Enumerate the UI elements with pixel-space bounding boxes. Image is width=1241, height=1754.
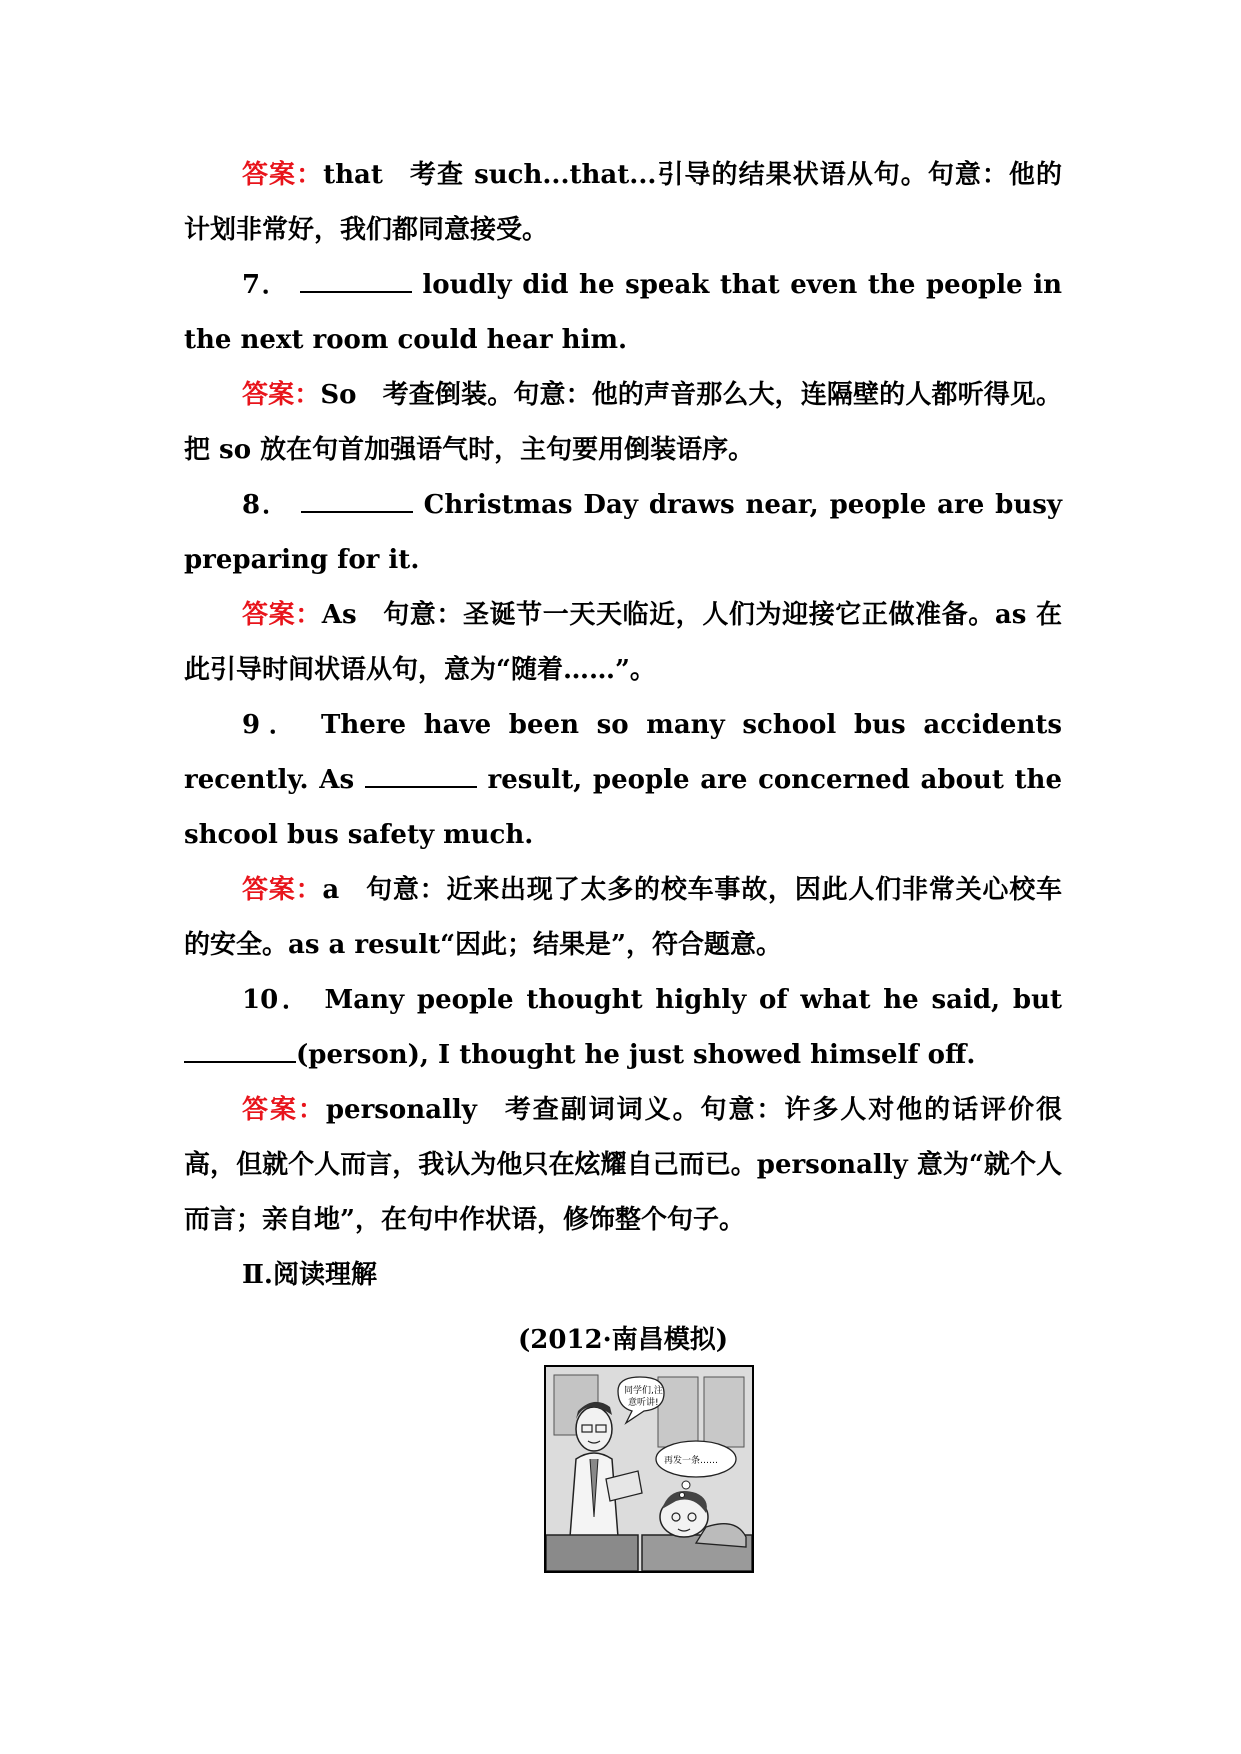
- answer-label: 答案：: [242, 600, 322, 630]
- passage-source: (2012·南昌模拟): [517, 1325, 729, 1355]
- student-thought-text: 再发一条……: [664, 1456, 719, 1466]
- question-number: 10．: [242, 985, 312, 1015]
- answer-9: [184, 863, 1062, 973]
- answer-word: a: [322, 875, 340, 905]
- answer-explanation: 句意：圣诞节一天天临近，人们为迎接它正做准备。as 在此引导时间状语从句，意为“随着……”。: [184, 600, 1062, 685]
- answer-word: As: [321, 600, 357, 630]
- answer-10: [184, 1083, 1062, 1248]
- question-number: 9．: [242, 710, 304, 740]
- answer-label: 答案：: [242, 1095, 326, 1125]
- exercise-page: [184, 148, 1062, 1368]
- answer-explanation: 句意：近来出现了太多的校车事故，因此人们非常关心校车的安全。as a result“因此；结果是”，符合题意。: [184, 875, 1062, 960]
- teacher-bubble-line-1: 同学们,注: [624, 1386, 663, 1396]
- question-text: loudly did he speak that even the people in the next room could hear him.: [184, 270, 1062, 355]
- answer-label: 答案：: [242, 160, 324, 190]
- answer-explanation: 考查倒装。句意：他的声音那么大，连隔壁的人都听得见。把 so 放在句首加强语气时，主句要用倒装语序。: [184, 380, 1062, 465]
- answer-8: [184, 588, 1062, 698]
- answer-word: that: [323, 160, 383, 190]
- question-text-before: There have been so many school bus accidents recently. As: [184, 710, 1063, 795]
- section-title: Ⅱ.阅读理解: [242, 1260, 377, 1290]
- answer-blank: [300, 269, 412, 293]
- answer-label: 答案：: [242, 380, 321, 410]
- question-8: [184, 478, 1062, 588]
- answer-word: So: [320, 380, 357, 410]
- question-number: 8．: [242, 490, 290, 520]
- cartoon-illustration: [544, 1365, 754, 1573]
- question-text: (person), I thought he just showed himself off.: [296, 1040, 976, 1070]
- answer-7: [184, 368, 1062, 478]
- question-9: [184, 698, 1062, 863]
- question-text-before: Many people thought highly of what he said, but: [324, 985, 1062, 1015]
- answer-label: 答案：: [242, 875, 323, 905]
- question-text: result, people are concerned about the shcool bus safety much.: [184, 765, 1062, 850]
- cartoon-drawing: [546, 1367, 752, 1571]
- teacher-bubble-line-2: 意听讲!: [628, 1398, 659, 1408]
- question-10: [184, 973, 1062, 1083]
- question-7: [184, 258, 1062, 368]
- answer-blank: [184, 1039, 296, 1063]
- answer-explanation: 考查 such...that...引导的结果状语从句。句意：他的计划非常好，我们都同意接受。: [184, 160, 1062, 245]
- answer-explanation: 考查副词词义。句意：许多人对他的话评价很高，但就个人而言，我认为他只在炫耀自己而已。personally 意为“就个人而言；亲自地”，在句中作状语，修饰整个句子。: [184, 1095, 1062, 1235]
- answer-blank: [365, 764, 477, 788]
- answer-6: [184, 148, 1062, 258]
- question-number: 7．: [242, 270, 290, 300]
- question-text: Christmas Day draws near, people are busy preparing for it.: [184, 490, 1062, 575]
- answer-blank: [301, 489, 413, 513]
- answer-word: personally: [325, 1095, 477, 1125]
